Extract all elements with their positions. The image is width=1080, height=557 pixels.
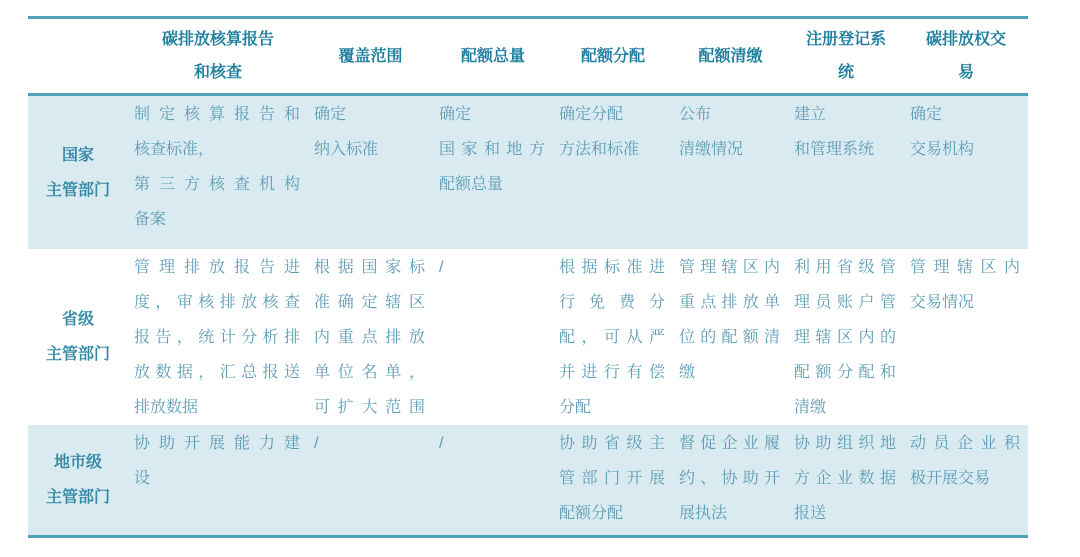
cell-text-line: 重点排放单 (679, 294, 780, 311)
row-header (28, 249, 128, 425)
cell-text-line: 方企业数据 (794, 470, 896, 487)
column-header-role (28, 19, 128, 93)
cell-text-line: 行免费分 (559, 294, 665, 311)
cell-text-line: 交易机构 (910, 141, 975, 158)
table-cell (308, 96, 433, 249)
cell-text-line: 约、协助开 (679, 470, 780, 487)
carbon-responsibility-table (28, 16, 1028, 538)
row-header-label: 地市级 (53, 454, 102, 471)
column-header-mrv (128, 19, 308, 93)
cell-text-line: 放数据，汇总报送 (134, 364, 300, 381)
cell-text-line: 和管理系统 (794, 141, 875, 158)
cell-text-line: 交易情况 (910, 294, 975, 311)
cell-text-line: 管部门开展 (559, 470, 665, 487)
cell-text-line: 协助开展能力建 (134, 435, 300, 452)
row-header (28, 425, 128, 535)
column-header-label: 注册登记系 (805, 31, 886, 48)
table-cell (673, 96, 788, 249)
column-header-label: 易 (957, 64, 974, 81)
table-row (28, 249, 1028, 425)
table-cell (788, 96, 904, 249)
cell-text-line: 管理辖区内 (679, 259, 780, 276)
cell-text-line: 单位名单， (314, 364, 425, 381)
table-cell (904, 425, 1028, 535)
cell-text-line: 根据标准进 (559, 259, 665, 276)
cell-text-line: 理辖区内的 (794, 329, 896, 346)
cell-text-line: 位的配额清 (679, 329, 780, 346)
table-cell (904, 96, 1028, 249)
table-cell (788, 425, 904, 535)
column-header-label: 配额分配 (580, 47, 645, 65)
cell-text-line: 根据国家标 (314, 259, 425, 276)
column-header-quota-alloc (553, 19, 673, 93)
cell-text-line: 确定 (439, 106, 472, 123)
cell-text-line: 方法和标准 (559, 141, 640, 158)
cell-text-line: 展执法 (679, 505, 728, 522)
table-cell (673, 425, 788, 535)
cell-text-line: 清缴情况 (679, 141, 744, 158)
column-header-label: 碳排放核算报告 (161, 31, 274, 48)
cell-text-line: 配，可从严 (559, 329, 665, 346)
column-header-coverage (308, 19, 433, 93)
cell-text-line: 国家和地方 (439, 141, 545, 158)
row-header-label: 省级 (61, 311, 94, 328)
column-header-label: 碳排放权交 (925, 31, 1006, 48)
column-header-quota-total (433, 19, 553, 93)
table-cell (308, 425, 433, 535)
cell-text-line: 确定 (314, 106, 347, 123)
cell-text-line: 利用省级管 (794, 259, 896, 276)
cell-text-line: 第三方核查机构 (134, 176, 300, 193)
cell-text-line: 备案 (134, 211, 167, 228)
cell-text-line: 内重点排放 (314, 329, 425, 346)
table-cell (433, 249, 553, 425)
column-header-quota-settle (673, 19, 788, 93)
table-cell (553, 425, 673, 535)
cell-text-line: 制定核算报告和 (134, 106, 300, 123)
table-header-row (28, 19, 1028, 96)
row-header-label: 主管部门 (45, 489, 110, 506)
cell-text-line: / (314, 435, 319, 452)
cell-text-line: 度，审核排放核查 (134, 294, 300, 311)
table-cell (433, 425, 553, 535)
column-header-label: 和核查 (193, 64, 242, 81)
cell-text-line: 协助组织地 (794, 435, 896, 452)
cell-text-line: 缴 (679, 364, 696, 381)
table-cell (308, 249, 433, 425)
column-header-label: 统 (837, 64, 854, 81)
table-cell (433, 96, 553, 249)
cell-text-line: / (439, 259, 444, 276)
table-row (28, 96, 1028, 249)
table-cell (128, 425, 308, 535)
cell-text-line: / (439, 435, 444, 452)
row-header-label: 主管部门 (45, 346, 110, 363)
cell-text-line: 配额总量 (439, 176, 504, 193)
cell-text-line: 可扩大范围 (314, 399, 425, 416)
cell-text-line: 清缴 (794, 399, 827, 416)
cell-text-line: 督促企业履 (679, 435, 780, 452)
column-header-label: 配额总量 (460, 47, 525, 65)
cell-text-line: 核查标准， (134, 141, 215, 158)
cell-text-line: 理员账户管 (794, 294, 896, 311)
cell-text-line: 建立 (794, 106, 827, 123)
column-header-registry (788, 19, 904, 93)
cell-text-line: 并进行有偿 (559, 364, 665, 381)
table-cell (788, 249, 904, 425)
cell-text-line: 分配 (559, 399, 592, 416)
row-header-label: 国家 (61, 146, 94, 164)
table-cell (128, 249, 308, 425)
cell-text-line: 设 (134, 470, 151, 487)
cell-text-line: 排放数据 (134, 399, 199, 416)
cell-text-line: 动员企业积 (910, 435, 1020, 452)
cell-text-line: 纳入标准 (314, 141, 379, 158)
cell-text-line: 确定 (910, 106, 943, 123)
table-cell (553, 96, 673, 249)
table-cell (128, 96, 308, 249)
cell-text-line: 协助省级主 (559, 435, 665, 452)
column-header-trading (904, 19, 1028, 93)
table-cell (904, 249, 1028, 425)
table-cell (553, 249, 673, 425)
cell-text-line: 管理辖区内 (910, 259, 1020, 276)
column-header-label: 覆盖范围 (338, 47, 403, 65)
cell-text-line: 极开展交易 (910, 470, 991, 487)
cell-text-line: 公布 (679, 106, 712, 123)
table-cell (673, 249, 788, 425)
cell-text-line: 管理排放报告进 (134, 259, 300, 276)
cell-text-line: 配额分配 (559, 505, 624, 522)
column-header-label: 配额清缴 (698, 47, 763, 65)
row-header-label: 主管部门 (45, 181, 110, 199)
row-header (28, 96, 128, 249)
cell-text-line: 报告，统计分析排 (134, 329, 300, 346)
cell-text-line: 准确定辖区 (314, 294, 425, 311)
cell-text-line: 配额分配和 (794, 364, 896, 381)
cell-text-line: 报送 (794, 505, 827, 522)
cell-text-line: 确定分配 (559, 106, 624, 123)
table-row (28, 425, 1028, 535)
